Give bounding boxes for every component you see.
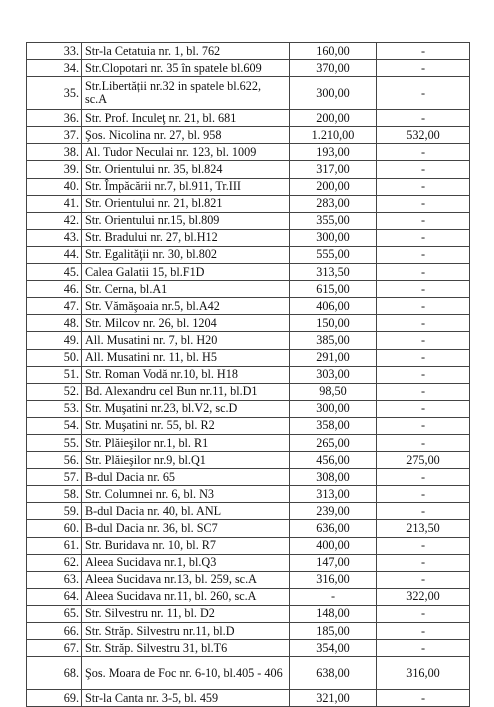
row-number: 42. bbox=[27, 212, 82, 229]
table-row bbox=[27, 623, 470, 640]
row-address: Str. Egalităţii nr. 30, bl.802 bbox=[82, 246, 290, 263]
row-address: Str. Prof. Inculeţ nr. 21, bl. 681 bbox=[82, 110, 290, 127]
table-row bbox=[27, 503, 470, 520]
row-value-2: - bbox=[377, 366, 470, 383]
row-value-2: - bbox=[377, 503, 470, 520]
table-row bbox=[27, 315, 470, 332]
row-number: 51. bbox=[27, 366, 82, 383]
row-number: 49. bbox=[27, 332, 82, 349]
row-address: Str-la Canta nr. 3-5, bl. 459 bbox=[82, 690, 290, 707]
table-row bbox=[27, 640, 470, 657]
row-number: 44. bbox=[27, 246, 82, 263]
row-number: 36. bbox=[27, 110, 82, 127]
row-number: 63. bbox=[27, 571, 82, 588]
row-value-2: - bbox=[377, 178, 470, 195]
row-value-2: - bbox=[377, 77, 470, 110]
row-value-2: - bbox=[377, 640, 470, 657]
table-row bbox=[27, 588, 470, 605]
row-address: Str. Străp. Silvestru nr.11, bl.D bbox=[82, 623, 290, 640]
row-address: Str.Clopotari nr. 35 în spatele bl.609 bbox=[82, 60, 290, 77]
table-row bbox=[27, 110, 470, 127]
row-value-2: - bbox=[377, 161, 470, 178]
row-number: 39. bbox=[27, 161, 82, 178]
row-value-1: 354,00 bbox=[290, 640, 377, 657]
row-number: 57. bbox=[27, 469, 82, 486]
row-address: Al. Tudor Neculai nr. 123, bl. 1009 bbox=[82, 144, 290, 161]
row-number: 38. bbox=[27, 144, 82, 161]
row-number: 43. bbox=[27, 229, 82, 246]
row-value-1: 638,00 bbox=[290, 657, 377, 690]
row-address: Str. Roman Vodă nr.10, bl. H18 bbox=[82, 366, 290, 383]
row-number: 59. bbox=[27, 503, 82, 520]
table-row bbox=[27, 298, 470, 315]
table-row bbox=[27, 264, 470, 281]
row-address: All. Musatini nr. 11, bl. H5 bbox=[82, 349, 290, 366]
row-value-1: 239,00 bbox=[290, 503, 377, 520]
row-value-2: - bbox=[377, 537, 470, 554]
row-address: Str. Milcov nr. 26, bl. 1204 bbox=[82, 315, 290, 332]
row-address: Str. Silvestru nr. 11, bl. D2 bbox=[82, 605, 290, 622]
table-row bbox=[27, 452, 470, 469]
row-address: Şos. Nicolina nr. 27, bl. 958 bbox=[82, 127, 290, 144]
row-value-1: 303,00 bbox=[290, 366, 377, 383]
row-value-1: 308,00 bbox=[290, 469, 377, 486]
row-number: 66. bbox=[27, 623, 82, 640]
row-value-1: 555,00 bbox=[290, 246, 377, 263]
row-address: Str. Străp. Silvestru 31, bl.T6 bbox=[82, 640, 290, 657]
row-value-2: - bbox=[377, 469, 470, 486]
row-value-1: 150,00 bbox=[290, 315, 377, 332]
row-value-2: - bbox=[377, 212, 470, 229]
row-address: Str. Orientului nr. 21, bl.821 bbox=[82, 195, 290, 212]
row-value-1: 400,00 bbox=[290, 537, 377, 554]
row-address: Str. Columnei nr. 6, bl. N3 bbox=[82, 486, 290, 503]
row-value-2: - bbox=[377, 434, 470, 451]
row-value-2: - bbox=[377, 623, 470, 640]
row-address: B-dul Dacia nr. 36, bl. SC7 bbox=[82, 520, 290, 537]
row-address: Str. Buridava nr. 10, bl. R7 bbox=[82, 537, 290, 554]
row-value-1: 313,00 bbox=[290, 486, 377, 503]
table-row bbox=[27, 434, 470, 451]
row-value-1: 385,00 bbox=[290, 332, 377, 349]
row-address: Şos. Moara de Foc nr. 6-10, bl.405 - 406 bbox=[82, 657, 290, 690]
row-address: Str. Muşatini nr. 55, bl. R2 bbox=[82, 417, 290, 434]
table-row bbox=[27, 520, 470, 537]
row-number: 62. bbox=[27, 554, 82, 571]
table-row bbox=[27, 417, 470, 434]
row-address: Aleea Sucidava nr.11, bl. 260, sc.A bbox=[82, 588, 290, 605]
row-address: Str. Împăcării nr.7, bl.911, Tr.III bbox=[82, 178, 290, 195]
row-value-2: 316,00 bbox=[377, 657, 470, 690]
row-value-2: - bbox=[377, 60, 470, 77]
row-value-1: 200,00 bbox=[290, 110, 377, 127]
row-value-1: 321,00 bbox=[290, 690, 377, 707]
row-value-1: 200,00 bbox=[290, 178, 377, 195]
row-value-1: 313,50 bbox=[290, 264, 377, 281]
row-number: 47. bbox=[27, 298, 82, 315]
row-value-2: - bbox=[377, 332, 470, 349]
table-row bbox=[27, 657, 470, 690]
row-value-1: 291,00 bbox=[290, 349, 377, 366]
row-value-2: - bbox=[377, 383, 470, 400]
table-row bbox=[27, 400, 470, 417]
row-value-2: - bbox=[377, 554, 470, 571]
row-value-2: - bbox=[377, 349, 470, 366]
row-value-1: 300,00 bbox=[290, 229, 377, 246]
row-value-2: - bbox=[377, 571, 470, 588]
table-row bbox=[27, 690, 470, 707]
table-row bbox=[27, 127, 470, 144]
row-number: 55. bbox=[27, 434, 82, 451]
row-value-1: 300,00 bbox=[290, 77, 377, 110]
row-value-2: 532,00 bbox=[377, 127, 470, 144]
row-address: Str. Plăieşilor nr.1, bl. R1 bbox=[82, 434, 290, 451]
table-row bbox=[27, 229, 470, 246]
table-row bbox=[27, 605, 470, 622]
row-address: Str. Cerna, bl.A1 bbox=[82, 281, 290, 298]
table-body bbox=[27, 43, 470, 707]
table-row bbox=[27, 486, 470, 503]
row-value-1: - bbox=[290, 588, 377, 605]
row-value-2: - bbox=[377, 144, 470, 161]
row-value-2: - bbox=[377, 690, 470, 707]
row-value-1: 148,00 bbox=[290, 605, 377, 622]
row-address: Str. Bradului nr. 27, bl.H12 bbox=[82, 229, 290, 246]
row-value-2: 322,00 bbox=[377, 588, 470, 605]
row-address: Str. Orientului nr. 35, bl.824 bbox=[82, 161, 290, 178]
table-row bbox=[27, 281, 470, 298]
row-value-1: 160,00 bbox=[290, 43, 377, 60]
row-address: Str.Libertății nr.32 in spatele bl.622, sc.A bbox=[82, 77, 290, 110]
row-number: 68. bbox=[27, 657, 82, 690]
row-number: 48. bbox=[27, 315, 82, 332]
row-value-2: - bbox=[377, 264, 470, 281]
row-number: 50. bbox=[27, 349, 82, 366]
row-value-1: 185,00 bbox=[290, 623, 377, 640]
row-number: 45. bbox=[27, 264, 82, 281]
row-address: Str. Plăieşilor nr.9, bl.Q1 bbox=[82, 452, 290, 469]
row-value-2: - bbox=[377, 417, 470, 434]
row-value-1: 456,00 bbox=[290, 452, 377, 469]
row-value-1: 283,00 bbox=[290, 195, 377, 212]
row-value-1: 406,00 bbox=[290, 298, 377, 315]
row-value-1: 265,00 bbox=[290, 434, 377, 451]
row-number: 35. bbox=[27, 77, 82, 110]
row-value-1: 300,00 bbox=[290, 400, 377, 417]
row-number: 60. bbox=[27, 520, 82, 537]
table-row bbox=[27, 383, 470, 400]
row-value-2: - bbox=[377, 315, 470, 332]
row-value-2: - bbox=[377, 486, 470, 503]
row-address: Str-la Cetatuia nr. 1, bl. 762 bbox=[82, 43, 290, 60]
row-number: 65. bbox=[27, 605, 82, 622]
row-number: 34. bbox=[27, 60, 82, 77]
row-value-2: - bbox=[377, 229, 470, 246]
row-number: 56. bbox=[27, 452, 82, 469]
row-value-1: 615,00 bbox=[290, 281, 377, 298]
row-number: 58. bbox=[27, 486, 82, 503]
table-row bbox=[27, 77, 470, 110]
address-table bbox=[26, 42, 470, 707]
row-value-1: 370,00 bbox=[290, 60, 377, 77]
row-number: 46. bbox=[27, 281, 82, 298]
row-number: 69. bbox=[27, 690, 82, 707]
row-address: Str. Vămăşoaia nr.5, bl.A42 bbox=[82, 298, 290, 315]
row-number: 53. bbox=[27, 400, 82, 417]
row-value-1: 317,00 bbox=[290, 161, 377, 178]
row-value-2: - bbox=[377, 43, 470, 60]
row-value-1: 358,00 bbox=[290, 417, 377, 434]
row-value-2: - bbox=[377, 110, 470, 127]
row-value-1: 193,00 bbox=[290, 144, 377, 161]
row-number: 54. bbox=[27, 417, 82, 434]
row-value-2: - bbox=[377, 605, 470, 622]
table-row bbox=[27, 195, 470, 212]
row-address: Aleea Sucidava nr.1, bl.Q3 bbox=[82, 554, 290, 571]
table-row bbox=[27, 469, 470, 486]
row-address: Str. Muşatini nr.23, bl.V2, sc.D bbox=[82, 400, 290, 417]
row-value-2: - bbox=[377, 281, 470, 298]
row-value-1: 316,00 bbox=[290, 571, 377, 588]
table-row bbox=[27, 43, 470, 60]
table-row bbox=[27, 246, 470, 263]
row-value-1: 355,00 bbox=[290, 212, 377, 229]
table-row bbox=[27, 349, 470, 366]
row-value-1: 98,50 bbox=[290, 383, 377, 400]
row-value-1: 1.210,00 bbox=[290, 127, 377, 144]
row-number: 33. bbox=[27, 43, 82, 60]
row-number: 64. bbox=[27, 588, 82, 605]
table-row bbox=[27, 178, 470, 195]
row-address: Aleea Sucidava nr.13, bl. 259, sc.A bbox=[82, 571, 290, 588]
row-address: Calea Galatii 15, bl.F1D bbox=[82, 264, 290, 281]
row-number: 37. bbox=[27, 127, 82, 144]
table-row bbox=[27, 144, 470, 161]
table-row bbox=[27, 332, 470, 349]
row-value-2: 213,50 bbox=[377, 520, 470, 537]
row-address: All. Musatini nr. 7, bl. H20 bbox=[82, 332, 290, 349]
table-row bbox=[27, 212, 470, 229]
row-value-2: 275,00 bbox=[377, 452, 470, 469]
row-value-1: 147,00 bbox=[290, 554, 377, 571]
row-address: Bd. Alexandru cel Bun nr.11, bl.D1 bbox=[82, 383, 290, 400]
row-number: 52. bbox=[27, 383, 82, 400]
table-row bbox=[27, 571, 470, 588]
table-row bbox=[27, 60, 470, 77]
row-number: 41. bbox=[27, 195, 82, 212]
row-address: B-dul Dacia nr. 40, bl. ANL bbox=[82, 503, 290, 520]
row-value-2: - bbox=[377, 298, 470, 315]
table-row bbox=[27, 366, 470, 383]
table-row bbox=[27, 161, 470, 178]
row-number: 40. bbox=[27, 178, 82, 195]
row-number: 67. bbox=[27, 640, 82, 657]
row-value-2: - bbox=[377, 246, 470, 263]
table-row bbox=[27, 537, 470, 554]
row-address: B-dul Dacia nr. 65 bbox=[82, 469, 290, 486]
table-row bbox=[27, 554, 470, 571]
row-value-1: 636,00 bbox=[290, 520, 377, 537]
row-number: 61. bbox=[27, 537, 82, 554]
row-address: Str. Orientului nr.15, bl.809 bbox=[82, 212, 290, 229]
row-value-2: - bbox=[377, 400, 470, 417]
row-value-2: - bbox=[377, 195, 470, 212]
